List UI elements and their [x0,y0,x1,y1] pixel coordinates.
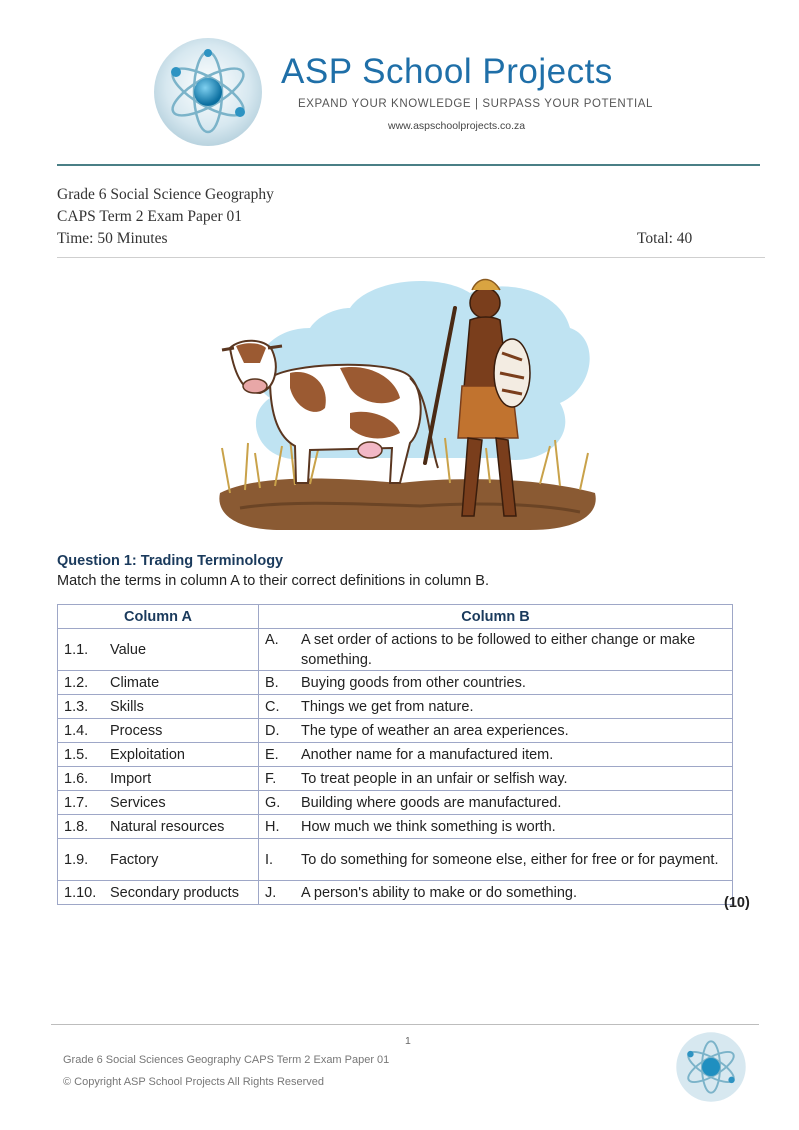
row-letter: I. [265,851,274,868]
footer-title: Grade 6 Social Sciences Geography CAPS Term 2 Exam Paper 01 [63,1054,390,1066]
header-rule [57,257,765,258]
subject-line: Grade 6 Social Science Geography [57,186,274,203]
row-number: 1.3. [64,698,89,715]
column-a-header: Column A [58,605,259,629]
table-row [58,767,733,791]
question-title: Question 1: Trading Terminology [57,553,284,569]
column-b-definition: The type of weather an area experiences. [301,722,569,739]
column-a-term: Natural resources [110,818,225,835]
brand-url[interactable]: www.aspschoolprojects.co.za [388,120,526,132]
footer-copyright: © Copyright ASP School Projects All Rights Reserved [63,1076,325,1088]
row-letter: E. [265,746,279,763]
question-instruction: Match the terms in column A to their correct definitions in column B. [57,573,489,589]
row-number: 1.5. [64,746,89,763]
column-b-definition: A set order of actions to be followed to either change or make something. [301,631,696,668]
column-b-definition: How much we think something is worth. [301,818,556,835]
column-b-definition: To treat people in an unfair or selfish way. [301,770,568,787]
brand-title: ASP School Projects [281,52,613,91]
page-number: 1 [405,1035,411,1047]
column-a-term: Value [110,641,147,658]
atom-logo-icon [152,36,264,148]
row-letter: D. [265,722,280,739]
table-row [58,743,733,767]
time-line: Time: 50 Minutes [57,230,168,247]
column-a-term: Exploitation [110,746,185,763]
row-letter: F. [265,770,277,787]
column-b-definition: Buying goods from other countries. [301,674,526,691]
column-b-definition: Things we get from nature. [301,698,474,715]
column-a-term: Climate [110,674,160,691]
column-b-definition: Another name for a manufactured item. [301,746,554,763]
table-row [58,839,733,881]
footer-divider [51,1024,759,1025]
brand-logo [152,36,264,148]
row-number: 1.10. [64,884,97,901]
row-letter: C. [265,698,280,715]
table-header-row [58,605,733,629]
table-row [58,815,733,839]
row-letter: G. [265,794,281,811]
table-row [58,719,733,743]
column-a-term: Factory [110,851,159,868]
footer-logo [675,1031,747,1103]
column-a-term: Services [110,794,166,811]
total-line: Total: 40 [637,230,693,247]
row-letter: B. [265,674,279,691]
brand-tagline: EXPAND YOUR KNOWLEDGE | SURPASS YOUR POTENTIAL [298,98,654,110]
column-a-term: Process [110,722,163,739]
table-row [58,881,733,905]
paper-line: CAPS Term 2 Exam Paper 01 [57,208,243,225]
column-b-definition: Building where goods are manufactured. [301,794,562,811]
column-a-term: Import [110,770,152,787]
column-b-definition: A person's ability to make or do something. [301,884,577,901]
row-number: 1.6. [64,770,89,787]
row-number: 1.2. [64,674,89,691]
column-a-term: Secondary products [110,884,239,901]
row-letter: J. [265,884,277,901]
column-b-definition: To do something for someone else, either for free or for payment. [301,851,719,868]
table-row [58,671,733,695]
table-row [58,791,733,815]
header-divider [57,164,760,166]
column-a-term: Skills [110,698,144,715]
matching-table [57,604,733,905]
table-row [58,695,733,719]
row-number: 1.4. [64,722,89,739]
row-letter: A. [265,631,279,648]
atom-logo-icon [675,1031,747,1103]
row-number: 1.7. [64,794,89,811]
herder-with-cow-illustration [200,268,610,553]
table-row [58,629,733,671]
column-b-header: Column B [259,605,733,629]
row-letter: H. [265,818,280,835]
row-number: 1.9. [64,851,89,868]
row-number: 1.8. [64,818,89,835]
question-marks: (10) [724,895,750,911]
row-number: 1.1. [64,641,89,658]
